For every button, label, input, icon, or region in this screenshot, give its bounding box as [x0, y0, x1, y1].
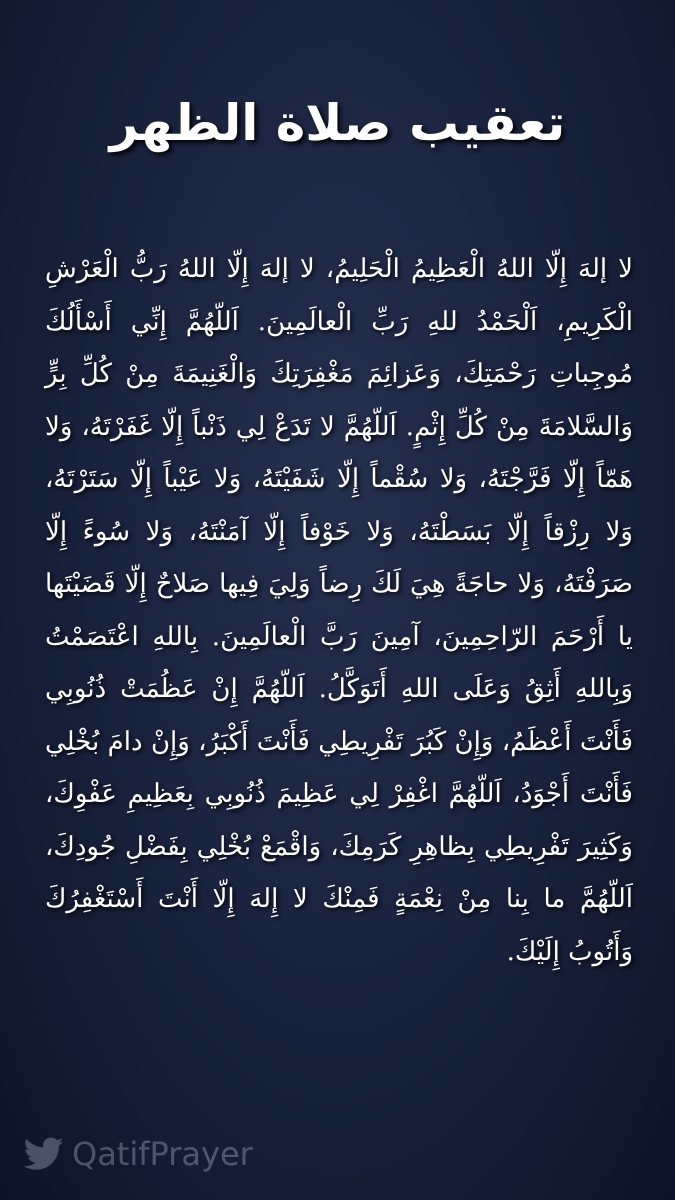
watermark-handle: QatifPrayer [72, 1135, 253, 1173]
prayer-text: لا إلهَ إِلّا اللهُ الْعَظِيمُ الْحَلِيمُ، لا إلهَ إِلّا اللهُ رَبُّ الْعَرْشِ الْكَرِيمِ، اَلْحَمْدُ للهِ رَبِّ الْعالَمِينَ. اَللّهُمَّ إِنِّي أَسْأَلُكَ مُوجِباتِ رَحْمَتِكَ، وَعَزائِمَ مَغْفِرَتِكَ وَالْغَنِيمَةَ مِنْ كُلِّ بِرٍّ وَالسَّلامَةَ مِنْ كُلِّ إِثْمٍ. اَللّهُمَّ لا تَدَعْ لِي ذَنْباً إِلّا غَفَرْتَهُ، وَلا هَمّاً إِلّا فَرَّجْتَهُ، وَلا سُقْماً إِلّا شَفَيْتَهُ، وَلا عَيْباً إِلّا سَتَرْتَهُ، وَلا رِزْقاً إِلّا بَسَطْتَهُ، وَلا خَوْفاً إِلّا آمَنْتَهُ، وَلا سُوءً إِلّا صَرَفْتَهُ، وَلا حاجَةً هِيَ لَكَ رِضاً وَلِيَ فِيها صَلاحٌ إِلّا قَضَيْتَها يا أَرْحَمَ الرّاحِمِينَ، آمِينَ رَبَّ الْعالَمِينَ. بِاللهِ اعْتَصَمْتُ وَبِاللهِ أَثِقُ وَعَلَى اللهِ أَتَوَكَّلُ. اَللّهُمَّ إِنْ عَظُمَتْ ذُنُوبِي فَأَنْتَ أَعْظَمُ، وَإِنْ كَبُرَ تَفْرِيطِي فَأَنْتَ أَكْبَرُ، وَإِنْ دامَ بُخْلِي فَأَنْتَ أَجْوَدُ، اَللّهُمَّ اغْفِرْ لِي عَظِيمَ ذُنُوبِي بِعَظِيمِ عَفْوِكَ، وَكَثِيرَ تَفْرِيطِي بِظاهِرِ كَرَمِكَ، وَاقْمَعْ بُخْلِي بِفَضْلِ جُودِكَ، اَللّهُمَّ ما بِنا مِنْ نِعْمَةٍ فَمِنْكَ لا إِلهَ إِلّا أَنْتَ أَسْتَغْفِرُكَ وَأَتُوبُ إِلَيْكَ. [45, 254, 633, 967]
page-title: تعقيب صلاة الظهر [109, 94, 566, 152]
twitter-bird-icon [24, 1137, 64, 1171]
watermark [24, 1134, 253, 1174]
